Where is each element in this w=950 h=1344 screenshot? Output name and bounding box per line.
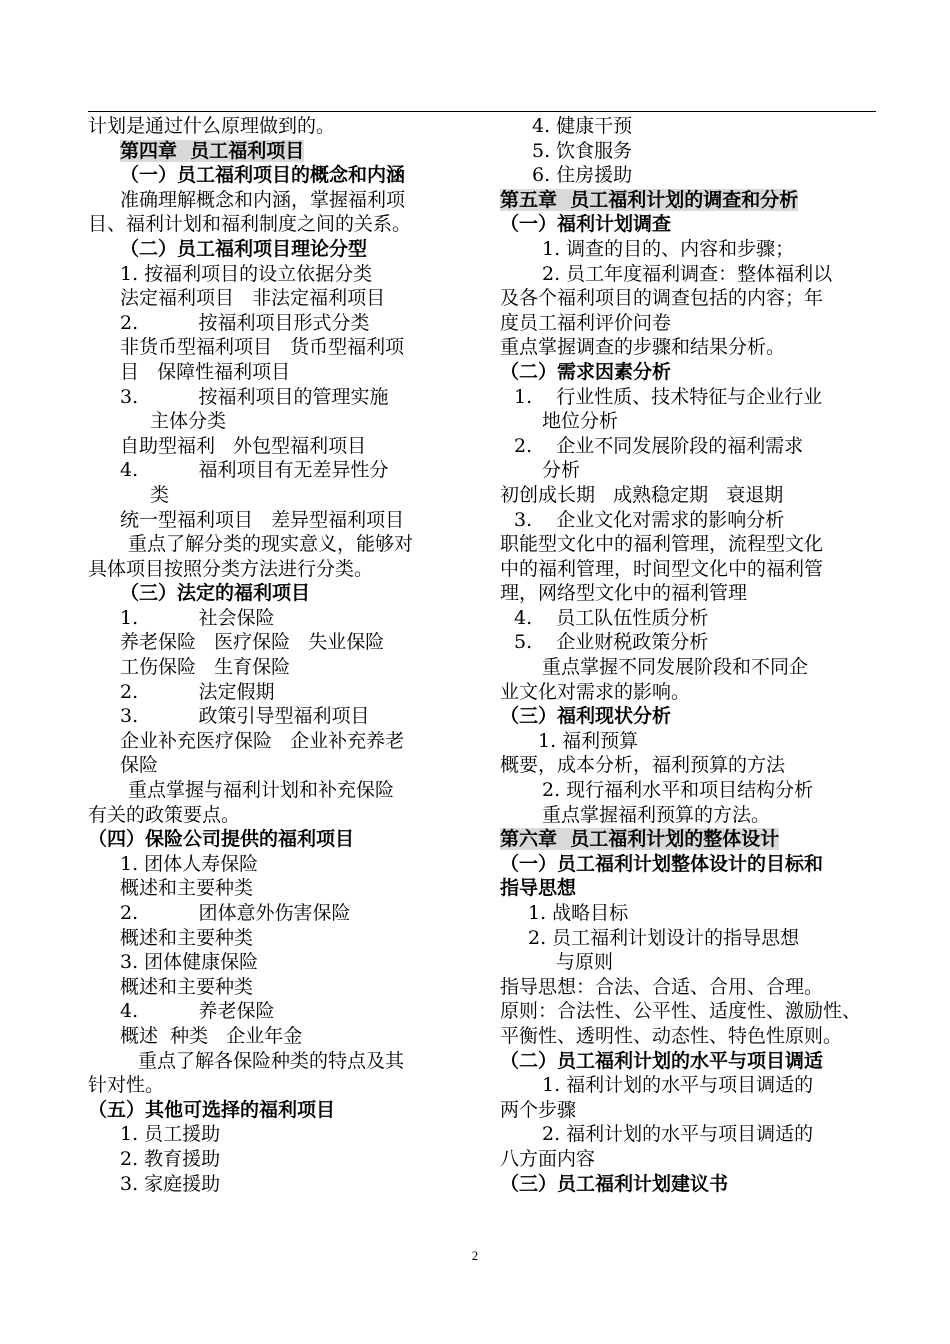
line-text: 概述和主要种类 [120,877,254,900]
line-text: 初创成长期 成熟稳定期 衰退期 [500,483,784,506]
right-column [500,114,890,1196]
left-line [88,950,483,975]
line-text: 1. 员工援助 [120,1123,221,1146]
line-text: 4. 健康干预 [532,115,633,137]
line-text: （二）需求因素分析 [500,360,672,383]
right-line [500,335,890,360]
line-text: 企业补充医疗保险 企业补充养老 [120,729,405,752]
right-line [500,1172,890,1197]
line-text: 度员工福利评价问卷 [500,311,672,334]
left-line [88,385,483,410]
line-text: 1. 社会保险 [120,606,275,629]
right-line [500,1098,890,1123]
right-line [500,630,890,655]
left-line [88,1122,483,1147]
left-line [88,1172,483,1197]
line-text: （二）员工福利项目理论分型 [120,237,368,260]
right-line [500,237,890,262]
right-line [500,508,890,533]
left-line [88,163,483,188]
left-line [88,827,483,852]
right-line [500,434,890,459]
line-text: 重点掌握与福利计划和补充保险 [128,779,395,802]
line-text: 4. 福利项目有无差异性分 [120,459,389,482]
line-text: 与原则 [556,951,614,974]
line-text: （三）员工福利计划建议书 [500,1172,729,1195]
right-line [500,778,890,803]
line-text: （三）福利现状分析 [500,705,672,728]
left-line [88,876,483,901]
line-text: 八方面内容 [500,1147,596,1170]
right-line [500,655,890,680]
left-line [88,1024,483,1049]
right-line [500,1073,890,1098]
line-text: 指导思想 [500,877,577,900]
line-text: （三）法定的福利项目 [120,582,311,605]
line-text: 重点了解分类的现实意义，能够对 [128,533,414,556]
line-text: 有关的政策要点。 [88,803,241,826]
left-line [88,139,483,164]
right-line [500,753,890,778]
left-line [88,262,483,287]
line-text: 目 保障性福利项目 [120,360,291,383]
left-line [88,999,483,1024]
line-text: 2. 福利计划的水平与项目调适的 [542,1123,814,1146]
right-line [500,1049,890,1074]
line-text: 概要，成本分析，福利预算的方法 [500,754,786,777]
line-text: 4. 养老保险 [120,1000,275,1023]
line-text: 2. 企业不同发展阶段的福利需求 [514,434,804,457]
line-text: 重点掌握调查的步骤和结果分析。 [500,336,786,359]
line-text: 2. 现行福利水平和项目结构分析 [542,779,814,802]
right-line [500,557,890,582]
left-line [88,1049,483,1074]
line-text: 概述 种类 企业年金 [120,1024,303,1047]
line-text: 1. 按福利项目的设立依据分类 [120,262,373,285]
line-text: 4. 员工队伍性质分析 [514,606,709,629]
line-text: 3. 团体健康保险 [120,951,259,974]
right-line [500,950,890,975]
right-line [500,114,890,139]
left-line [88,311,483,336]
left-line [88,114,483,139]
line-text: 1. 福利计划的水平与项目调适的 [542,1074,814,1097]
line-text: 业文化对需求的影响。 [500,680,691,703]
line-text: 自助型福利 外包型福利项目 [120,434,367,457]
right-line [500,286,890,311]
left-line [88,409,483,434]
line-text: 两个步骤 [500,1098,577,1121]
line-text: 2. 法定假期 [120,680,275,703]
left-line [88,483,483,508]
line-text: 3. 企业文化对需求的影响分析 [514,508,785,531]
header-rule [88,111,876,112]
line-text: 2. 团体意外伤害保险 [120,902,351,924]
line-text: 2. 员工福利计划设计的指导思想 [528,926,800,949]
line-text: （二）员工福利计划的水平与项目调适 [500,1049,824,1072]
right-line [500,385,890,410]
right-line [500,680,890,705]
line-text: 养老保险 医疗保险 失业保险 [120,631,385,654]
left-line [88,704,483,729]
left-line [88,975,483,1000]
line-text: 1. 福利预算 [538,729,639,752]
line-text: （一）员工福利计划整体设计的目标和 [500,852,824,875]
line-text: 类 [150,483,170,506]
right-line [500,1024,890,1049]
line-text: 5. 企业财税政策分析 [514,631,709,654]
line-text: 2. 教育援助 [120,1147,221,1170]
right-line [500,212,890,237]
left-line [88,680,483,705]
left-line [88,803,483,828]
line-text: 第六章 员工福利计划的整体设计 [500,828,780,851]
right-line [500,876,890,901]
line-text: （五）其他可选择的福利项目 [88,1098,336,1121]
line-text: 及各个福利项目的调查包括的内容；年 [500,287,824,310]
line-text: 1. 团体人寿保险 [120,852,259,875]
left-line [88,188,483,213]
line-text: 原则：合法性、公平性、适度性、激励性、 [500,1000,862,1023]
line-text: 3. 按福利项目的管理实施 [120,385,389,408]
line-text: 3. 政策引导型福利项目 [120,705,370,728]
line-text: 重点了解各保险种类的特点及其 [138,1049,405,1072]
line-text: 保险 [120,754,159,777]
left-line [88,729,483,754]
line-text: 1. 行业性质、技术特征与企业行业 [514,385,823,408]
left-line [88,557,483,582]
line-text: 理，网络型文化中的福利管理 [500,582,748,605]
left-line [88,1073,483,1098]
left-line [88,335,483,360]
line-text: 6. 住房援助 [532,164,633,187]
right-line [500,1147,890,1172]
left-line [88,1147,483,1172]
line-text: 1. 战略目标 [528,902,629,924]
right-line [500,999,890,1024]
right-line [500,704,890,729]
line-text: 分析 [542,459,581,482]
right-line [500,803,890,828]
line-text: 针对性。 [88,1074,165,1097]
line-text: 5. 饮食服务 [532,139,633,162]
left-line [88,212,483,237]
right-line [500,606,890,631]
line-text: 重点掌握不同发展阶段和不同企 [542,656,809,679]
line-text: 2. 员工年度福利调查：整体福利以 [542,262,833,285]
left-line [88,901,483,926]
right-line [500,975,890,1000]
line-text: 主体分类 [150,410,227,433]
right-line [500,188,890,213]
line-text: 法定福利项目 非法定福利项目 [120,287,386,310]
left-line [88,458,483,483]
right-line [500,926,890,951]
right-line [500,139,890,164]
line-text: 概述和主要种类 [120,975,254,998]
line-text: 指导思想：合法、合适、合用、合理。 [500,975,824,998]
left-line [88,532,483,557]
line-text: 第五章 员工福利计划的调查和分析 [500,188,799,211]
line-text: 职能型文化中的福利管理，流程型文化 [500,533,824,556]
left-line [88,778,483,803]
line-text: 统一型福利项目 差异型福利项目 [120,508,405,531]
line-text: 工伤保险 生育保险 [120,656,291,679]
left-column [88,114,483,1196]
line-text: （一）福利计划调查 [500,213,672,236]
right-line [500,1122,890,1147]
left-line [88,753,483,778]
line-text: 中的福利管理，时间型文化中的福利管 [500,557,824,580]
left-line [88,434,483,459]
right-line [500,360,890,385]
line-text: 准确理解概念和内涵，掌握福利项 [120,188,406,211]
line-text: 具体项目按照分类方法进行分类。 [88,557,374,580]
line-text: 目、福利计划和福利制度之间的关系。 [88,213,412,236]
left-line [88,630,483,655]
line-text: 第四章 员工福利项目 [120,139,305,162]
right-line [500,532,890,557]
left-line [88,655,483,680]
left-line [88,286,483,311]
right-line [500,458,890,483]
line-text: 3. 家庭援助 [120,1172,221,1195]
line-text: （一）员工福利项目的概念和内涵 [120,164,406,187]
right-line [500,262,890,287]
left-line [88,237,483,262]
right-line [500,311,890,336]
left-line [88,581,483,606]
right-line [500,729,890,754]
line-text: 2. 按福利项目形式分类 [120,311,370,334]
left-line [88,926,483,951]
right-line [500,483,890,508]
page-number: 2 [471,1248,479,1263]
line-text: 非货币型福利项目 货币型福利项 [120,336,405,359]
right-line [500,163,890,188]
left-line [88,360,483,385]
line-text: 概述和主要种类 [120,926,254,949]
line-text: 1. 调查的目的、内容和步骤； [542,237,795,260]
right-line [500,852,890,877]
left-line [88,852,483,877]
right-line [500,901,890,926]
line-text: 重点掌握福利预算的方法。 [542,803,771,826]
right-line [500,409,890,434]
right-line [500,581,890,606]
line-text: 平衡性、透明性、动态性、特色性原则。 [500,1024,843,1047]
left-line [88,606,483,631]
left-line [88,508,483,533]
left-line [88,1098,483,1123]
line-text: （四）保险公司提供的福利项目 [88,828,355,851]
line-text: 地位分析 [542,410,619,433]
right-line [500,827,890,852]
line-text: 计划是通过什么原理做到的。 [88,115,336,137]
